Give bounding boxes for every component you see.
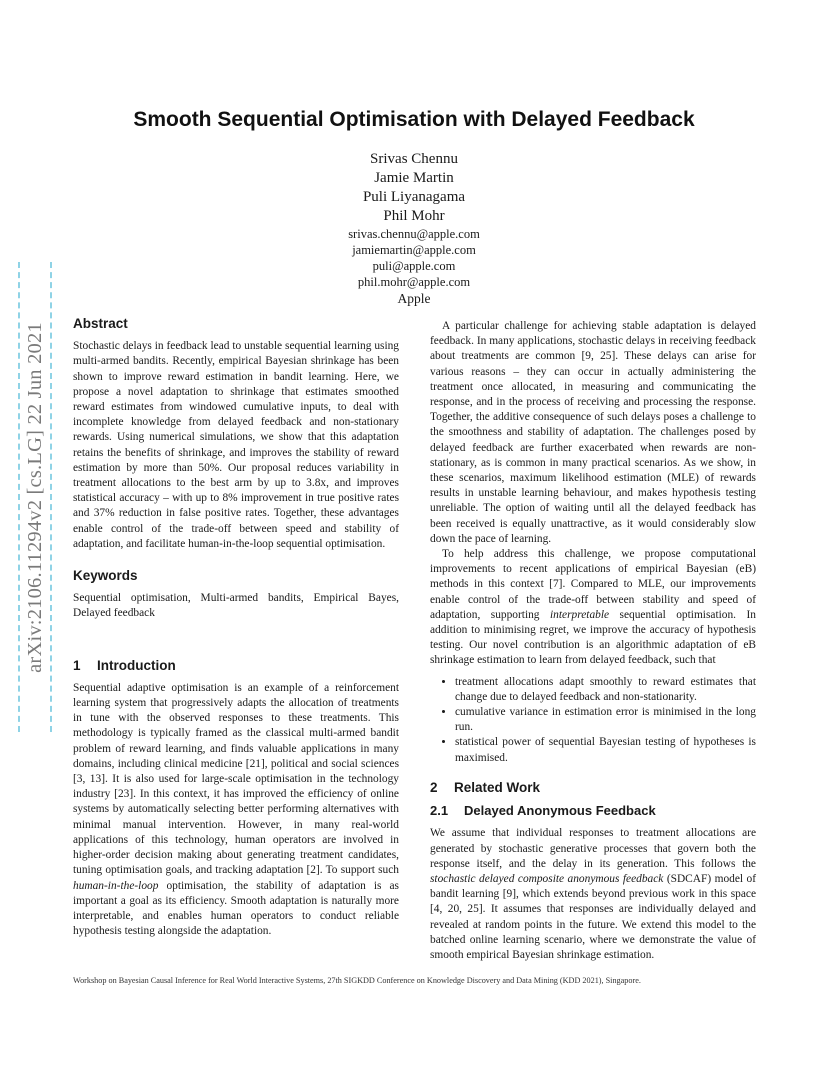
affiliation: Apple — [397, 291, 431, 306]
author-name: Jamie Martin — [374, 170, 454, 186]
author-block — [0, 150, 828, 307]
list-item: • statistical power of sequential Bayesian testing of hypotheses is maximised. — [455, 735, 756, 765]
author-name: Srivas Chennu — [370, 151, 458, 167]
author-email: phil.mohr@apple.com — [357, 275, 471, 289]
related-work-paragraph: We assume that individual responses to treatment allocations are generated by stochastic generative processes that govern both the response itself, and the delay in its generation. This follows the stochastic delayed composite anonymous feedback (SDCAF) model of bandit learning [9], which extends beyond previous work in this space [4, 20, 25]. It assumes that responses are individually delayed and revealed at random points in the future. We extend this model to the batched online learning scenario, where we demonstrate the value of smooth empirical Bayesian shrinkage estimation. — [430, 827, 756, 961]
abstract-heading: Abstract — [73, 316, 128, 331]
subsection-title: Delayed Anonymous Feedback — [464, 803, 656, 819]
author-email: puli@apple.com — [372, 259, 456, 273]
section-title: Related Work — [454, 779, 541, 795]
subsection-number: 2.1 — [430, 803, 449, 819]
intro-paragraph-2: A particular challenge for achieving stable adaptation is delayed feedback. In many applications, stochastic delays in receiving feedback about treatments are common [9, 25]. These delays can arise for various reasons – they can occur in actually administering the treatment once allocated, in measuring and communicating the response, and in the process of receiving and processing the response. Together, the additive consequence of such delays poses a challenge to the smoothness and stability of adaptation. The challenges posed by delayed feedback are further exacerbated when rewards are non-stationary, as is common in many practical scenarios. As we show, in these scenarios, maximum likelihood estimation (MLE) of rewards results in unstable learning behaviour, and makes hypothesis testing unreliable. The option of waiting until all the delayed feedback has been received is equally unattractive, as it would considerably slow down the pace of learning. — [430, 320, 756, 545]
keywords-heading: Keywords — [73, 568, 138, 584]
paper-title: Smooth Sequential Optimisation with Delayed Feedback — [133, 108, 695, 131]
intro-paragraph-3: To help address this challenge, we propose computational improvements to recent applications of empirical Bayesian (eB) methods in this context [7]. Compared to MLE, our improvements enable control of the trade-off between stability and speed of adaptation, supporting interpretable sequential optimisation. In addition to minimising regret, we improve the accuracy of hypothesis testing. Our novel contribution is an algorithmic adaptation of eB shrinkage estimation to learn from delayed feedback, such that — [430, 548, 756, 667]
arxiv-stamp-text: arXiv:2106.11294v2 [cs.LG] 22 Jun 2021 — [23, 321, 46, 673]
author-email: jamiemartin@apple.com — [352, 243, 476, 257]
subsection-heading — [430, 803, 756, 818]
left-column — [73, 316, 399, 939]
section-title: Introduction — [97, 657, 176, 673]
footer-note: Workshop on Bayesian Causal Inference for Real World Interactive Systems, 27th SIGKDD Conference on Knowledge Discovery and Data Mining (KDD 2021), Singapore. — [73, 976, 641, 985]
section-number: 1 — [73, 657, 81, 673]
section-number: 2 — [430, 779, 438, 795]
contribution-list — [442, 675, 756, 766]
author-name: Phil Mohr — [383, 208, 445, 224]
keywords-text: Sequential optimisation, Multi-armed bandits, Empirical Bayes, Delayed feedback — [73, 592, 399, 620]
intro-paragraph-1: Sequential adaptive optimisation is an example of a reinforcement learning system that progressively adapts the allocation of treatments in tune with the observed responses to these treatments. This methodology is typically framed as the classical multi-armed bandit problem of reward learning, and finds valuable applications in many domains, including clinical medicine [21], political and social sciences [3, 13]. It is also used for large-scale optimisation in the technology industry [23]. In this context, it has improved the efficiency of online systems by automatically selecting better performing alternatives with minimal manual intervention. However, in many real-world applications of this technology, human operators are involved in higher-order decision making about generating treatment candidates, tuning optimisation goals, and tracking adaptation [2]. To support such human-in-the-loop optimisation, the stability of adaptation is as important a goal as its efficiency. Smooth adaptation is naturally more interpretable, and enables human operators to conduct reliable hypothesis testing alongside the adaptation. — [73, 681, 399, 938]
arxiv-stamp — [18, 262, 52, 732]
list-item: • treatment allocations adapt smoothly to reward estimates that change due to delayed feedback and non-stationarity. — [455, 675, 756, 705]
related-work-heading — [430, 780, 756, 795]
author-name: Puli Liyanagama — [362, 189, 466, 205]
introduction-heading — [73, 658, 399, 673]
right-column — [430, 319, 756, 963]
list-item: • cumulative variance in estimation error is minimised in the long run. — [455, 705, 756, 735]
abstract-text: Stochastic delays in feedback lead to unstable sequential learning using multi-armed bandits. Recently, empirical Bayesian shrinkage has been shown to improve reward estimation in bandit learning. Here, we propose a novel adaptation to shrinkage that estimates smoothed reward estimates from windowed cumulative inputs, to deal with incomplete knowledge from delayed feedback and non-stationary rewards. Using numerical simulations, we show that this adaptation retains the benefits of shrinkage, and improves the stability of reward estimation by more than 50%. Our proposal reduces variability in treatment allocations to the best arm by up to 3.8x, and improves statistical accuracy – with up to 8% improvement in true positive rates and 37% reduction in false positive rates. Together, these advantages enable control of the trade-off between speed and stability of adaptation, and facilitate human-in-the-loop sequential optimisation. — [73, 340, 399, 550]
author-email: srivas.chennu@apple.com — [348, 227, 480, 241]
